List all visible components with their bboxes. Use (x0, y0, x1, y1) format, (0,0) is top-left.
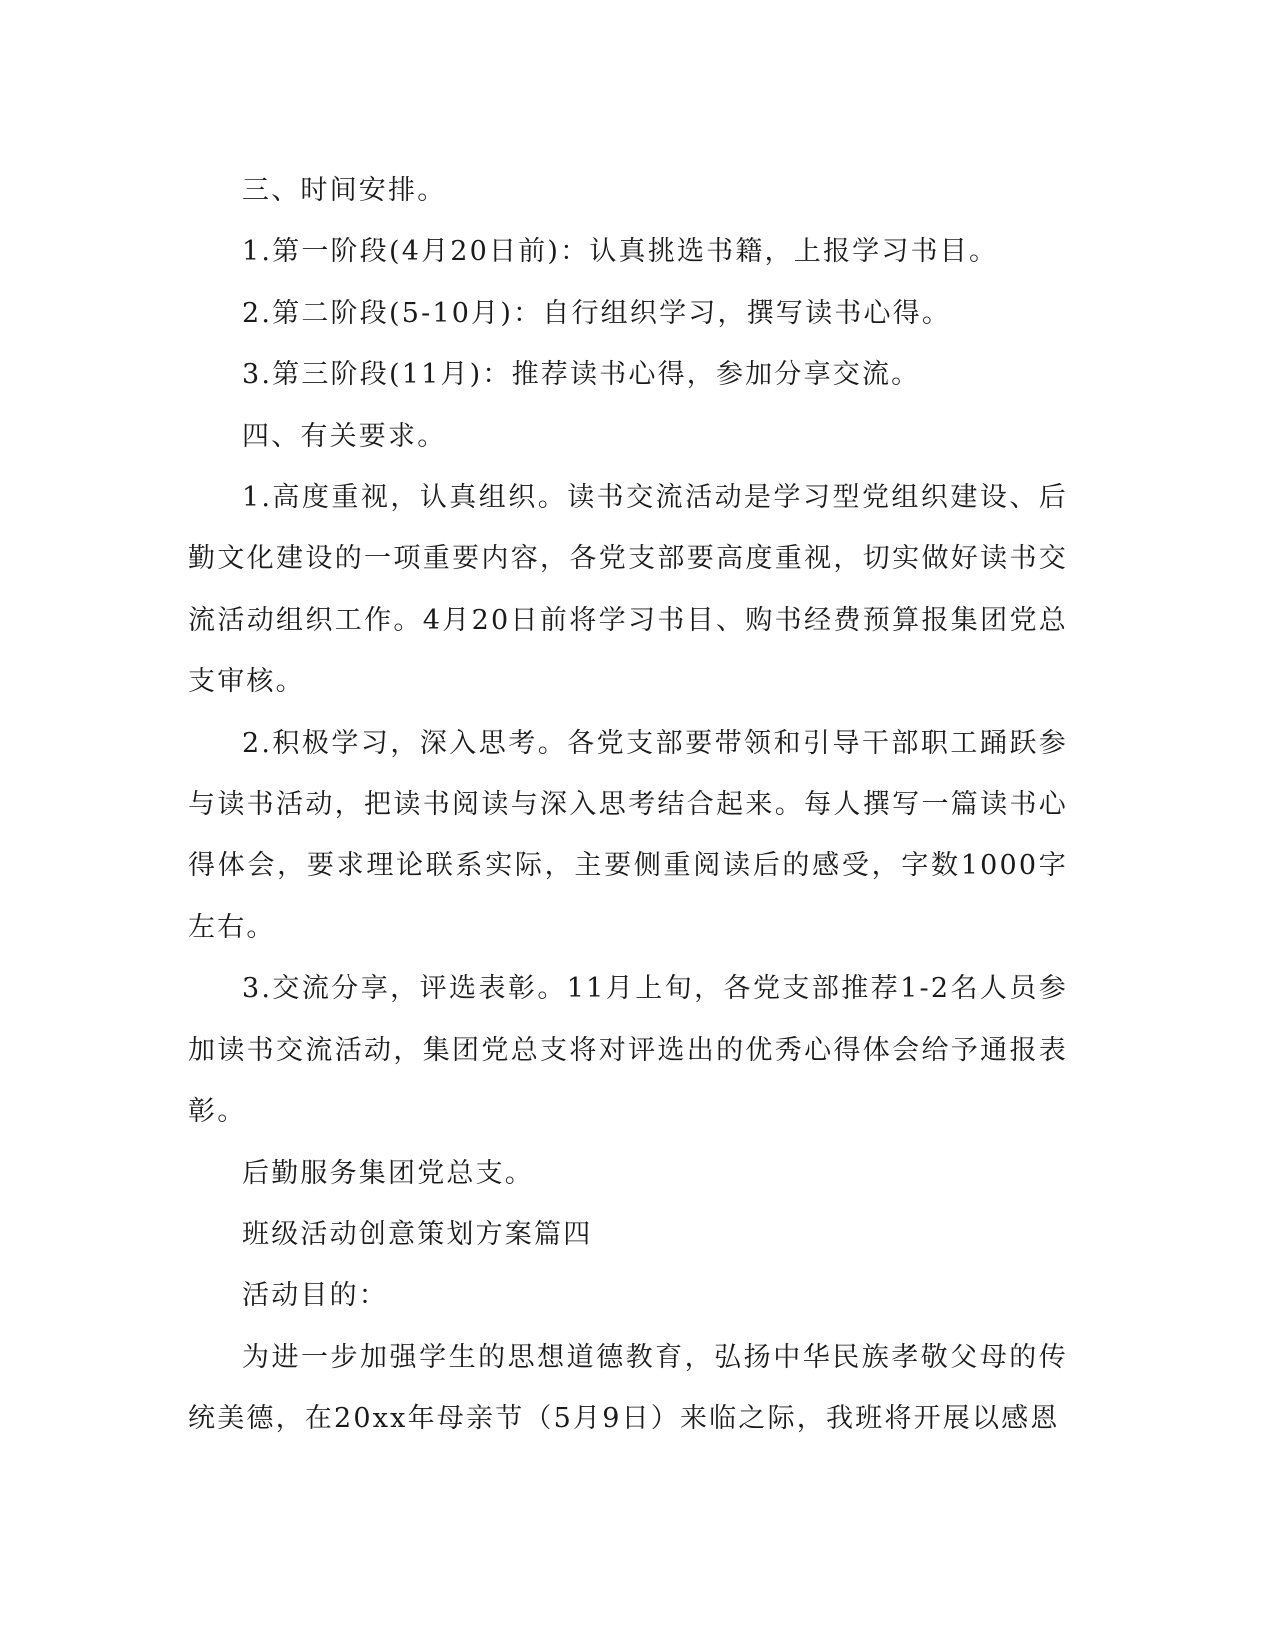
requirement-item-3: 3.交流分享，评选表彰。11月上旬，各党支部推荐1-2名人员参加读书交流活动，集团党总支将对评选出的优秀心得体会给予通报表彰。 (188, 973, 1068, 1128)
signature-line: 后勤服务集团党总支。 (242, 1157, 534, 1189)
schedule-item-3: 3.第三阶段(11月)：推荐读书心得，参加分享交流。 (242, 359, 921, 391)
activity-purpose-text: 为进一步加强学生的思想道德教育，弘扬中华民族孝敬父母的传统美德，在20xx年母亲节（5月9日）来临之际，我班将开展以感恩 (188, 1341, 1068, 1435)
document-body (188, 160, 1068, 1450)
activity-purpose-heading: 活动目的： (242, 1280, 388, 1312)
schedule-item-1: 1.第一阶段(4月20日前)：认真挑选书籍，上报学习书目。 (242, 236, 999, 268)
section-heading-schedule: 三、时间安排。 (242, 175, 447, 206)
section-heading-requirements: 四、有关要求。 (242, 420, 447, 452)
requirement-item-2: 2.积极学习，深入思考。各党支部要带领和引导干部职工踊跃参与读书活动，把读书阅读与深入思考结合起来。每人撰写一篇读书心得体会，要求理论联系实际，主要侧重阅读后的感受，字数1000字左右。 (188, 727, 1068, 943)
article-title: 班级活动创意策划方案篇四 (242, 1218, 593, 1250)
requirement-item-1: 1.高度重视，认真组织。读书交流活动是学习型党组织建设、后勤文化建设的一项重要内容，各党支部要高度重视，切实做好读书交流活动组织工作。4月20日前将学习书目、购书经费预算报集团党总支审核。 (188, 482, 1068, 698)
schedule-item-2: 2.第二阶段(5-10月)：自行组织学习，撰写读书心得。 (242, 297, 952, 329)
